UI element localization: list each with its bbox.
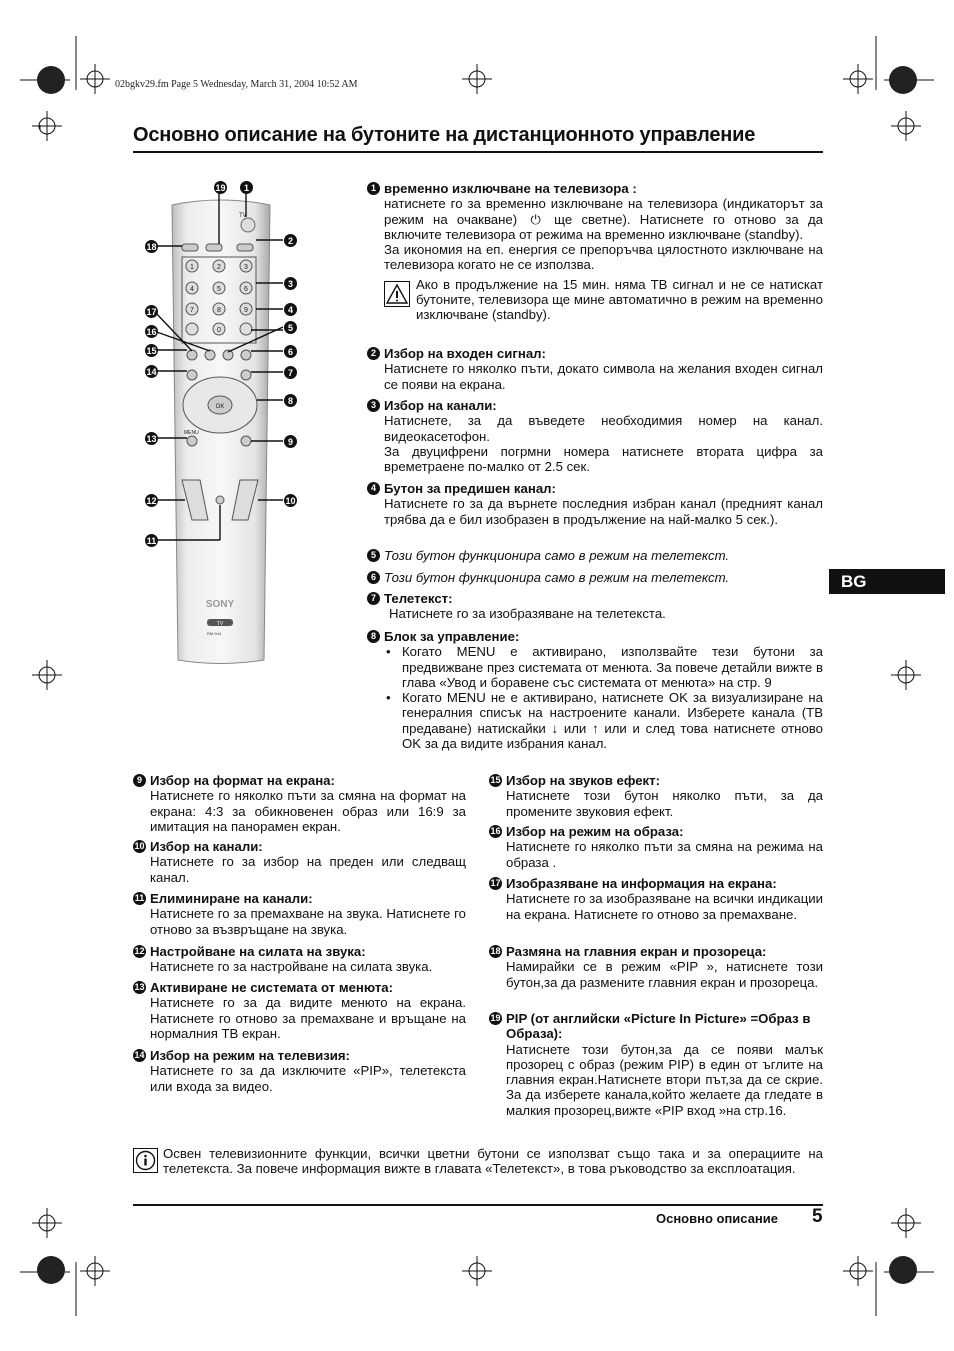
callout-6: 6 (284, 345, 297, 358)
item-7-heading: Телетекст: (384, 591, 453, 606)
item-13-number: 13 (133, 981, 146, 994)
print-header: 02bgkv29.fm Page 5 Wednesday, March 31, 2004 10:52 AM (115, 79, 358, 90)
item-19 (489, 1011, 823, 1118)
digit-0: 0 (217, 327, 221, 334)
item-19-number: 19 (489, 1012, 502, 1025)
callout-13: 13 (146, 433, 157, 444)
item-18-body: Намирайки се в режим «PIP », натиснете този бутон,за да размените главния екран и прозореца. (506, 959, 823, 990)
page-title: Основно описание на бутоните на дистанционното управление (133, 124, 756, 146)
callout-12: 12 (146, 495, 157, 506)
item-7 (367, 591, 823, 622)
item-12-body: Натиснете го за настройване на силата звука. (150, 959, 433, 975)
item-5 (367, 548, 823, 563)
warning-icon (384, 281, 410, 307)
footer-label: Основно описание (655, 1211, 778, 1226)
callout-19: 19 (215, 182, 226, 193)
item-9-number: 9 (133, 774, 146, 787)
model-label: RM-944 (207, 631, 222, 636)
item-16-body: Натиснете го няколко пъти за смяна на режима на образа . (506, 839, 823, 870)
menu-label: MENU (184, 430, 199, 436)
item-3 (367, 398, 823, 474)
item-1-energy-note: За икономия на еп. енергия се препоръчва цялостното изключване на телевизора когато не се използва. (384, 242, 823, 273)
item-1-warning: Ако в продължение на 15 мин. няма ТВ сигнал и не се натискат бутоните, телевизора ще мине автоматично в режим на временно изключване (standby). (416, 276, 823, 323)
callout-4: 4 (284, 303, 297, 316)
item-8-bullet-2-a: Когато MENU не е активирано, натиснете OK за визуализиране на генералния списък на настроените канали. Изберете канала (ТВ предаване) натискайки (402, 690, 823, 736)
item-9-heading: Избор на формат на екрана: (150, 773, 335, 788)
item-1-heading: временно изключване на телевизора : (384, 181, 637, 196)
item-14-heading: Избор на режим на телевизия: (150, 1048, 350, 1063)
footer-rule (133, 1204, 823, 1206)
item-17 (489, 876, 823, 922)
item-1-body: натиснете го за временно изключване на телевизора (индикаторът за режим на очакване) (384, 196, 823, 227)
callout-5: 5 (284, 321, 297, 334)
digit-6: 6 (244, 286, 248, 293)
item-7-number: 7 (367, 592, 380, 605)
item-16-number: 16 (489, 825, 502, 838)
item-15-number: 15 (489, 774, 502, 787)
item-8 (367, 629, 823, 751)
item-2-body: Натиснете го няколко пъти, докато символа на желания входен сигнал се появи на екрана. (384, 361, 823, 392)
callout-10: 10 (285, 495, 296, 506)
callout-17: 17 (146, 306, 157, 317)
item-14 (133, 1048, 466, 1094)
item-4-body: Натиснете го за да върнете последния избран канал (предният канал трябва да е бил изобразен в продължение на най-малко 5 сек.). (384, 496, 823, 527)
item-19-body: Натиснете този бутон,за да се появи малък прозорец с образ (режим PIP) в един от ъглите на главния екран.Натиснете втори път,за да се скрие. За да изберете канала,който желаете да гледате в малкия прозорец,вижте «PIP вход »на стр.16. (506, 1041, 823, 1118)
info-note: Освен телевизионните функции, всички цветни бутони се използват също така и за операциите на телетекста. За повече информация вижте в главата «Телетекст», в това ръководство за експлоатация. (163, 1146, 823, 1177)
item-17-number: 17 (489, 877, 502, 890)
info-icon (133, 1148, 158, 1173)
item-1-number: 1 (367, 182, 380, 195)
callout-11: 11 (146, 535, 157, 546)
arrow-down-icon: ↓ (551, 720, 559, 736)
item-5-text: Този бутон функционира само в режим на телетекст. (384, 548, 730, 563)
callout-16: 16 (146, 326, 157, 337)
item-10 (133, 839, 466, 885)
digit-4: 4 (190, 286, 194, 293)
item-19-heading: PIP (от английски «Picture In Picture» =Образ в Образа): (506, 1011, 811, 1042)
item-9 (133, 773, 466, 834)
digit-8: 8 (217, 307, 221, 314)
item-8-bullet-2-c: или и след това натиснете отново OK за да видите избрания канал. (402, 720, 823, 752)
digit-9: 9 (244, 307, 248, 314)
item-7-body: Натиснете го за изобразяване на телетекста. (389, 606, 666, 622)
tv-badge: TV (216, 621, 224, 627)
standby-power-icon: ⏻ (530, 211, 541, 227)
digit-2: 2 (217, 264, 221, 271)
item-8-number: 8 (367, 630, 380, 643)
item-9-body: Натиснете го няколко пъти за смяна на формат на екрана: 4:3 за обикновенен образ или 16:9 за имитация на панорамен екран. (150, 788, 466, 834)
item-14-body: Натиснете го за да изключите «PIP», телетекста или входа за видео. (150, 1063, 466, 1094)
item-16 (489, 824, 823, 870)
remote-control-illustration (140, 175, 305, 670)
callout-9: 9 (284, 435, 297, 448)
item-4-number: 4 (367, 482, 380, 495)
digit-7: 7 (190, 307, 194, 314)
callout-2: 2 (284, 234, 297, 247)
callout-1: 1 (240, 181, 253, 194)
item-3-body-2: За двуцифрени погрмни номера натиснете втората цифра за времетраене по-малко от 2.5 сек. (384, 443, 823, 475)
digit-5: 5 (217, 286, 221, 293)
item-11-heading: Елиминиране на канали: (150, 891, 313, 906)
item-13 (133, 980, 466, 1041)
item-10-heading: Избор на канали: (150, 839, 263, 854)
callout-14: 14 (146, 366, 157, 377)
item-10-body: Натиснете го за избор на преден или следващ канал. (150, 854, 466, 885)
item-8-bullet-2 (384, 690, 823, 751)
item-1-body-cont: ще светне). Натиснете го отново за да включите телевизора от режима на временно изключване (standby). (384, 211, 823, 242)
item-16-heading: Избор на режим на образа: (506, 824, 684, 839)
item-5-number: 5 (367, 549, 380, 562)
item-17-body: Натиснете го за изобразяване на всички индикации на екрана. Натиснете го отново за премахване. (506, 891, 823, 922)
item-6 (367, 570, 823, 585)
item-2 (367, 346, 823, 392)
item-12-number: 12 (133, 945, 146, 958)
ok-label: OK (215, 404, 225, 410)
language-tab: BG (829, 569, 945, 594)
page-number: 5 (812, 1206, 823, 1227)
item-11-number: 11 (133, 892, 146, 905)
item-2-number: 2 (367, 347, 380, 360)
item-4 (367, 481, 823, 527)
title-rule (133, 151, 823, 153)
item-18 (489, 944, 823, 990)
item-18-number: 18 (489, 945, 502, 958)
item-6-number: 6 (367, 571, 380, 584)
item-18-heading: Размяна на главния екран и прозореца: (506, 944, 767, 959)
item-15-heading: Избор на звуков ефект: (506, 773, 660, 788)
item-13-body: Натиснете го за да видите менюто на екрана. Натиснете го отново за премахване и връщане на нормалния ТВ екран. (150, 995, 466, 1041)
item-3-body: Натиснете, за да въведете необходимия номер на канал. видеокасетофон. (384, 413, 823, 444)
digit-1: 1 (190, 264, 194, 271)
tv-power-label: TV (239, 213, 247, 219)
callout-3: 3 (284, 277, 297, 290)
item-12 (133, 944, 466, 975)
item-1 (367, 181, 823, 323)
item-3-number: 3 (367, 399, 380, 412)
item-11 (133, 891, 466, 937)
item-15 (489, 773, 823, 819)
item-15-body: Натиснете този бутон няколко пъти, за да промените звуковия ефект. (506, 788, 823, 819)
item-13-heading: Активиране не системата от менюта: (150, 980, 394, 995)
callout-18: 18 (146, 241, 157, 252)
item-11-body: Натиснете го за премахване на звука. Натиснете го отново за възвръщане на звука. (150, 906, 466, 937)
sony-logo: SONY (205, 599, 235, 610)
item-3-heading: Избор на канали: (384, 398, 497, 413)
item-4-heading: Бутон за предишен канал: (384, 481, 556, 496)
item-8-heading: Блок за управление: (384, 629, 520, 644)
item-2-heading: Избор на входен сигнал: (384, 346, 546, 361)
item-17-heading: Изобразяване на информация на екрана: (506, 876, 777, 891)
item-8-bullet-1: • Когато MENU е активирано, използвайте тези бутони за предвижване през системата от менюта. За повече детайли вижте в глава «Увод и боравене със системата от менюта» на стр. 9 (384, 644, 823, 690)
arrow-up-icon: ↑ (592, 720, 599, 736)
item-12-heading: Настройване на силата на звука: (150, 944, 366, 959)
item-10-number: 10 (133, 840, 146, 853)
item-14-number: 14 (133, 1049, 146, 1062)
callout-7: 7 (284, 366, 297, 379)
item-6-text: Този бутон функционира само в режим на телетекст. (384, 570, 730, 585)
digit-3: 3 (244, 264, 248, 271)
callout-8: 8 (284, 394, 297, 407)
item-8-bullet-2-b: или (563, 720, 587, 736)
callout-15: 15 (146, 345, 157, 356)
